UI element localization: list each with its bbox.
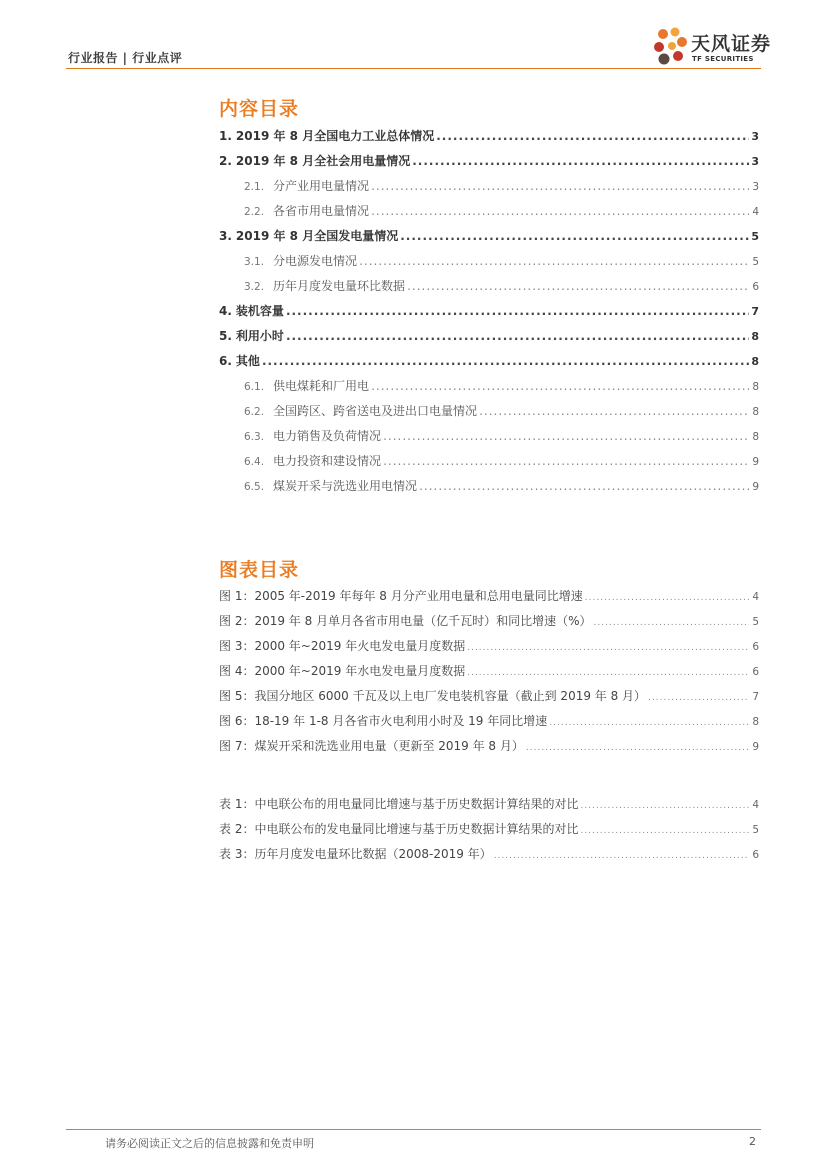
toc-subitem[interactable] <box>219 424 759 449</box>
toc-item-text: 2019 年 8 月全国发电量情况 <box>235 229 399 243</box>
toc-dot-leader <box>371 174 749 199</box>
toc-item-text: 2019 年 8 月全国电力工业总体情况 <box>235 129 435 143</box>
table-dot-leader <box>494 844 749 869</box>
table-entry-page: 6 <box>752 849 759 861</box>
toc-item-number: 2. <box>219 154 232 168</box>
toc-item-page: 3 <box>751 130 759 143</box>
table-dot-leader <box>580 819 749 844</box>
figure-dot-leader <box>467 636 749 661</box>
toc-item-text: 供电煤耗和厂用电 <box>273 379 370 393</box>
figure-entry-page: 6 <box>752 666 759 678</box>
figure-dot-leader <box>467 661 749 686</box>
report-category: 行业报告 | 行业点评 <box>68 51 183 65</box>
figure-entry[interactable] <box>219 684 759 709</box>
toc-subitem[interactable] <box>219 474 759 499</box>
figure-entry-page: 5 <box>752 616 759 628</box>
figure-entry-page: 6 <box>752 641 759 653</box>
figure-entry-text: 图 6：18-19 年 1-8 月各省市火电利用小时及 19 年同比增速 <box>219 714 548 728</box>
tf-securities-logo <box>651 26 772 70</box>
figure-entry-text: 图 5：我国分地区 6000 千瓦及以上电厂发电装机容量（截止到 2019 年 8 月） <box>219 689 647 703</box>
toc-item-number: 2.1. <box>244 181 265 193</box>
toc-item-text: 分产业用电量情况 <box>273 179 370 193</box>
figure-dot-leader <box>593 611 749 636</box>
toc-item-number: 6.5. <box>244 481 265 493</box>
toc-item-text: 电力销售及负荷情况 <box>273 429 382 443</box>
header-divider <box>66 68 761 69</box>
figure-entry-page: 4 <box>752 591 759 603</box>
toc-item-number: 5. <box>219 329 232 343</box>
toc-item-text: 2019 年 8 月全社会用电量情况 <box>235 154 411 168</box>
figure-entry[interactable] <box>219 609 759 634</box>
figure-entry[interactable] <box>219 634 759 659</box>
toc-item-number: 3.2. <box>244 281 265 293</box>
figures-list-title: 图表目录 <box>219 559 300 581</box>
figure-entry[interactable] <box>219 734 759 759</box>
toc-item-page: 3 <box>751 155 759 168</box>
toc-list <box>219 124 759 499</box>
toc-dot-leader <box>419 474 749 499</box>
toc-item[interactable] <box>219 299 759 324</box>
toc-item-page: 6 <box>752 281 759 293</box>
footer-page-number: 2 <box>749 1135 756 1148</box>
figure-entry-page: 7 <box>752 691 759 703</box>
toc-subitem[interactable] <box>219 399 759 424</box>
footer-divider <box>66 1129 761 1130</box>
table-entry-text: 表 2：中电联公布的发电量同比增速与基于历史数据计算结果的对比 <box>219 822 579 836</box>
toc-item-page: 9 <box>752 481 759 493</box>
figure-dot-leader <box>648 686 749 711</box>
footer-disclaimer: 请务必阅读正文之后的信息披露和免责申明 <box>105 1137 314 1150</box>
table-entry[interactable] <box>219 842 759 867</box>
toc-item-number: 1. <box>219 129 232 143</box>
toc-item-text: 电力投资和建设情况 <box>273 454 382 468</box>
toc-item-number: 6.3. <box>244 431 265 443</box>
toc-item-text: 其他 <box>235 354 260 368</box>
toc-item-page: 8 <box>751 330 759 343</box>
table-entry-page: 4 <box>752 799 759 811</box>
toc-item[interactable] <box>219 349 759 374</box>
toc-item[interactable] <box>219 324 759 349</box>
toc-dot-leader <box>400 224 749 249</box>
toc-item-number: 6.2. <box>244 406 265 418</box>
figure-entry[interactable] <box>219 709 759 734</box>
toc-dot-leader <box>383 424 749 449</box>
toc-title: 内容目录 <box>219 98 300 120</box>
toc-item[interactable] <box>219 224 759 249</box>
figure-dot-leader <box>526 736 749 761</box>
toc-item-page: 8 <box>752 381 759 393</box>
toc-dot-leader <box>286 324 749 349</box>
table-dot-leader <box>580 794 749 819</box>
toc-subitem[interactable] <box>219 374 759 399</box>
toc-item-page: 5 <box>751 230 759 243</box>
toc-item-page: 4 <box>752 206 759 218</box>
toc-item-text: 利用小时 <box>235 329 284 343</box>
toc-item-text: 历年月度发电量环比数据 <box>273 279 406 293</box>
toc-item-number: 4. <box>219 304 232 318</box>
toc-subitem[interactable] <box>219 449 759 474</box>
toc-dot-leader <box>436 124 749 149</box>
figure-entry-page: 8 <box>752 716 759 728</box>
toc-dot-leader <box>262 349 749 374</box>
toc-item-page: 9 <box>752 456 759 468</box>
logo-chinese-name: 天风证券 <box>691 33 772 55</box>
table-entry-page: 5 <box>752 824 759 836</box>
figure-entry-text: 图 7：煤炭开采和洗选业用电量（更新至 2019 年 8 月） <box>219 739 524 753</box>
toc-item[interactable] <box>219 149 759 174</box>
figures-list <box>219 584 759 759</box>
toc-dot-leader <box>371 374 749 399</box>
toc-item-number: 6.4. <box>244 456 265 468</box>
figure-entry[interactable] <box>219 584 759 609</box>
toc-dot-leader <box>383 449 749 474</box>
toc-item-page: 3 <box>752 181 759 193</box>
toc-subitem[interactable] <box>219 199 759 224</box>
toc-dot-leader <box>286 299 749 324</box>
figure-entry-page: 9 <box>752 741 759 753</box>
figure-entry-text: 图 2：2019 年 8 月单月各省市用电量（亿千瓦时）和同比增速（%） <box>219 614 592 628</box>
toc-item-text: 全国跨区、跨省送电及进出口电量情况 <box>273 404 478 418</box>
toc-item[interactable] <box>219 124 759 149</box>
toc-item-number: 2.2. <box>244 206 265 218</box>
toc-item-number: 3. <box>219 229 232 243</box>
toc-item-page: 5 <box>752 256 759 268</box>
toc-item-number: 6. <box>219 354 232 368</box>
tables-list <box>219 792 759 867</box>
toc-item-page: 7 <box>751 305 759 318</box>
toc-item-page: 8 <box>752 406 759 418</box>
toc-item-text: 各省市用电量情况 <box>273 204 370 218</box>
toc-item-page: 8 <box>751 355 759 368</box>
flower-logo-icon <box>651 26 691 70</box>
table-entry-text: 表 3：历年月度发电量环比数据（2008-2019 年） <box>219 847 492 861</box>
toc-item-number: 3.1. <box>244 256 265 268</box>
toc-subitem[interactable] <box>219 274 759 299</box>
logo-english-name: TF SECURITIES <box>692 55 754 63</box>
toc-item-text: 分电源发电情况 <box>273 254 358 268</box>
figure-dot-leader <box>549 711 749 736</box>
toc-item-text: 煤炭开采与洗选业用电情况 <box>273 479 418 493</box>
figure-entry-text: 图 3：2000 年~2019 年火电发电量月度数据 <box>219 639 466 653</box>
table-entry-text: 表 1：中电联公布的用电量同比增速与基于历史数据计算结果的对比 <box>219 797 579 811</box>
figure-entry-text: 图 1：2005 年-2019 年每年 8 月分产业用电量和总用电量同比增速 <box>219 589 583 603</box>
toc-item-text: 装机容量 <box>235 304 284 318</box>
toc-dot-leader <box>479 399 749 424</box>
toc-subitem[interactable] <box>219 249 759 274</box>
toc-item-page: 8 <box>752 431 759 443</box>
figure-entry[interactable] <box>219 659 759 684</box>
toc-dot-leader <box>359 249 749 274</box>
table-entry[interactable] <box>219 792 759 817</box>
toc-dot-leader <box>407 274 749 299</box>
figure-dot-leader <box>585 586 749 611</box>
toc-subitem[interactable] <box>219 174 759 199</box>
figure-entry-text: 图 4：2000 年~2019 年水电发电量月度数据 <box>219 664 466 678</box>
toc-dot-leader <box>412 149 749 174</box>
table-entry[interactable] <box>219 817 759 842</box>
toc-item-number: 6.1. <box>244 381 265 393</box>
toc-dot-leader <box>371 199 749 224</box>
